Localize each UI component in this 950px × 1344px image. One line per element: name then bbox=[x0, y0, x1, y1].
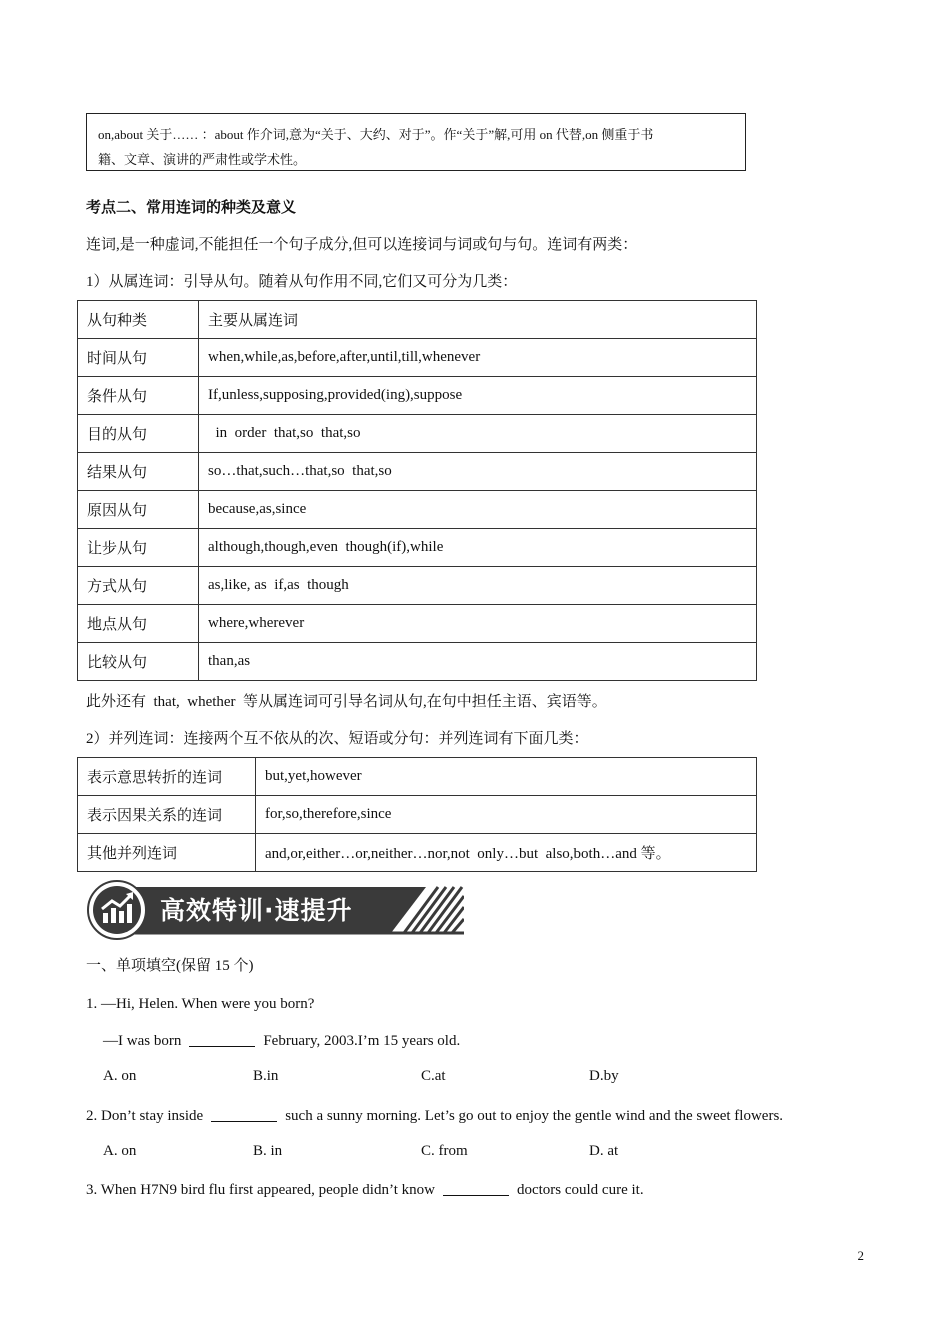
page-number: 2 bbox=[857, 1248, 864, 1263]
clause-type-cell: 条件从句 bbox=[78, 377, 199, 415]
conj-category-cell: 表示因果关系的连词 bbox=[78, 796, 256, 834]
conjunction-cell: but,yet,however bbox=[256, 758, 757, 796]
note-box bbox=[86, 113, 746, 171]
option-b[interactable]: B. in bbox=[253, 1143, 283, 1159]
option-c[interactable]: C.at bbox=[421, 1068, 446, 1084]
table-row bbox=[78, 567, 757, 605]
note-line-2: 籍、文章、演讲的严肃性或学术性。 bbox=[98, 152, 307, 167]
table-row bbox=[78, 415, 757, 453]
sentence-part: doctors could cure it. bbox=[516, 1182, 644, 1198]
conjunction-cell: for,so,therefore,since bbox=[256, 796, 757, 834]
table-row bbox=[78, 491, 757, 529]
conjunction-cell: than,as bbox=[199, 643, 757, 681]
note-line-1: on,about 关于…… ：about 作介词,意为“关于、大约、对于”。作“关于”解,可用 on 代替,on 侧重于书 bbox=[98, 127, 654, 142]
table-row bbox=[78, 529, 757, 567]
growth-chart-icon bbox=[86, 879, 148, 941]
conjunction-cell: in order that,so that,so bbox=[199, 415, 757, 453]
section-heading: 考点二、常用连词的种类及意义 bbox=[86, 200, 297, 216]
conjunction-cell: although,though,even though(if),while bbox=[199, 529, 757, 567]
question-3-text bbox=[86, 1180, 644, 1200]
option-b[interactable]: B.in bbox=[253, 1068, 279, 1084]
sentence-part: 3. When H7N9 bird flu first appeared, people didn’t know bbox=[86, 1182, 435, 1198]
table-row bbox=[78, 377, 757, 415]
clause-type-cell: 时间从句 bbox=[78, 339, 199, 377]
table-row bbox=[78, 605, 757, 643]
table-row bbox=[78, 834, 757, 872]
table-row bbox=[78, 758, 757, 796]
table-row bbox=[78, 643, 757, 681]
coordinating-conj-title: 2）并列连词：连接两个互不依从的次、短语或分句：并列连词有下面几类： bbox=[86, 731, 589, 747]
conjunction-cell: because,as,since bbox=[199, 491, 757, 529]
conjunction-cell: where,wherever bbox=[199, 605, 757, 643]
clause-type-cell: 比较从句 bbox=[78, 643, 199, 681]
exercise-heading: 一、单项填空(保留 15 个) bbox=[86, 958, 254, 974]
option-a[interactable]: A. on bbox=[103, 1143, 137, 1159]
answer-blank[interactable] bbox=[443, 1180, 509, 1196]
clause-type-cell: 让步从句 bbox=[78, 529, 199, 567]
table-header-cell: 主要从属连词 bbox=[199, 301, 757, 339]
table-row bbox=[78, 796, 757, 834]
answer-blank[interactable] bbox=[211, 1106, 277, 1122]
banner-title: 高效特训·速提升 bbox=[160, 896, 353, 925]
option-d[interactable]: D.by bbox=[589, 1068, 619, 1084]
section-intro: 连词,是一种虚词,不能担任一个句子成分,但可以连接词与词或句与句。连词有两类： bbox=[86, 237, 638, 253]
option-d[interactable]: D. at bbox=[589, 1143, 619, 1159]
section-banner bbox=[86, 879, 464, 941]
conjunction-cell: and,or,either…or,neither…nor,not only…but also,both…and 等。 bbox=[256, 834, 757, 872]
conjunction-cell: when,while,as,before,after,until,till,whenever bbox=[199, 339, 757, 377]
table-header-cell: 从句种类 bbox=[78, 301, 199, 339]
clause-type-cell: 原因从句 bbox=[78, 491, 199, 529]
conj-category-cell: 表示意思转折的连词 bbox=[78, 758, 256, 796]
coordinating-conj-table bbox=[77, 757, 757, 872]
subordinate-conj-table bbox=[77, 300, 757, 681]
sentence-part: —I was born bbox=[103, 1033, 182, 1049]
conjunction-cell: as,like, as if,as though bbox=[199, 567, 757, 605]
clause-type-cell: 目的从句 bbox=[78, 415, 199, 453]
noun-clause-note: 此外还有 that, whether 等从属连词可引导名词从句,在句中担任主语、宾语等。 bbox=[86, 694, 607, 710]
table-row bbox=[78, 453, 757, 491]
question-1-sentence bbox=[103, 1031, 460, 1051]
answer-blank[interactable] bbox=[189, 1031, 255, 1047]
sentence-part: 2. Don’t stay inside bbox=[86, 1108, 204, 1124]
table-header-row bbox=[78, 301, 757, 339]
question-1-text: 1. —Hi, Helen. When were you born? bbox=[86, 996, 315, 1012]
option-c[interactable]: C. from bbox=[421, 1143, 468, 1159]
conjunction-cell: so…that,such…that,so that,so bbox=[199, 453, 757, 491]
sentence-part: such a sunny morning. Let’s go out to enjoy the gentle wind and the sweet flowers. bbox=[285, 1108, 784, 1124]
clause-type-cell: 地点从句 bbox=[78, 605, 199, 643]
option-a[interactable]: A. on bbox=[103, 1068, 137, 1084]
sentence-part: February, 2003.I’m 15 years old. bbox=[263, 1033, 461, 1049]
question-2-text bbox=[86, 1106, 783, 1126]
clause-type-cell: 方式从句 bbox=[78, 567, 199, 605]
conj-category-cell: 其他并列连词 bbox=[78, 834, 256, 872]
clause-type-cell: 结果从句 bbox=[78, 453, 199, 491]
conjunction-cell: If,unless,supposing,provided(ing),suppose bbox=[199, 377, 757, 415]
table-row bbox=[78, 339, 757, 377]
subordinate-conj-title: 1）从属连词：引导从句。随着从句作用不同,它们又可分为几类： bbox=[86, 274, 518, 290]
